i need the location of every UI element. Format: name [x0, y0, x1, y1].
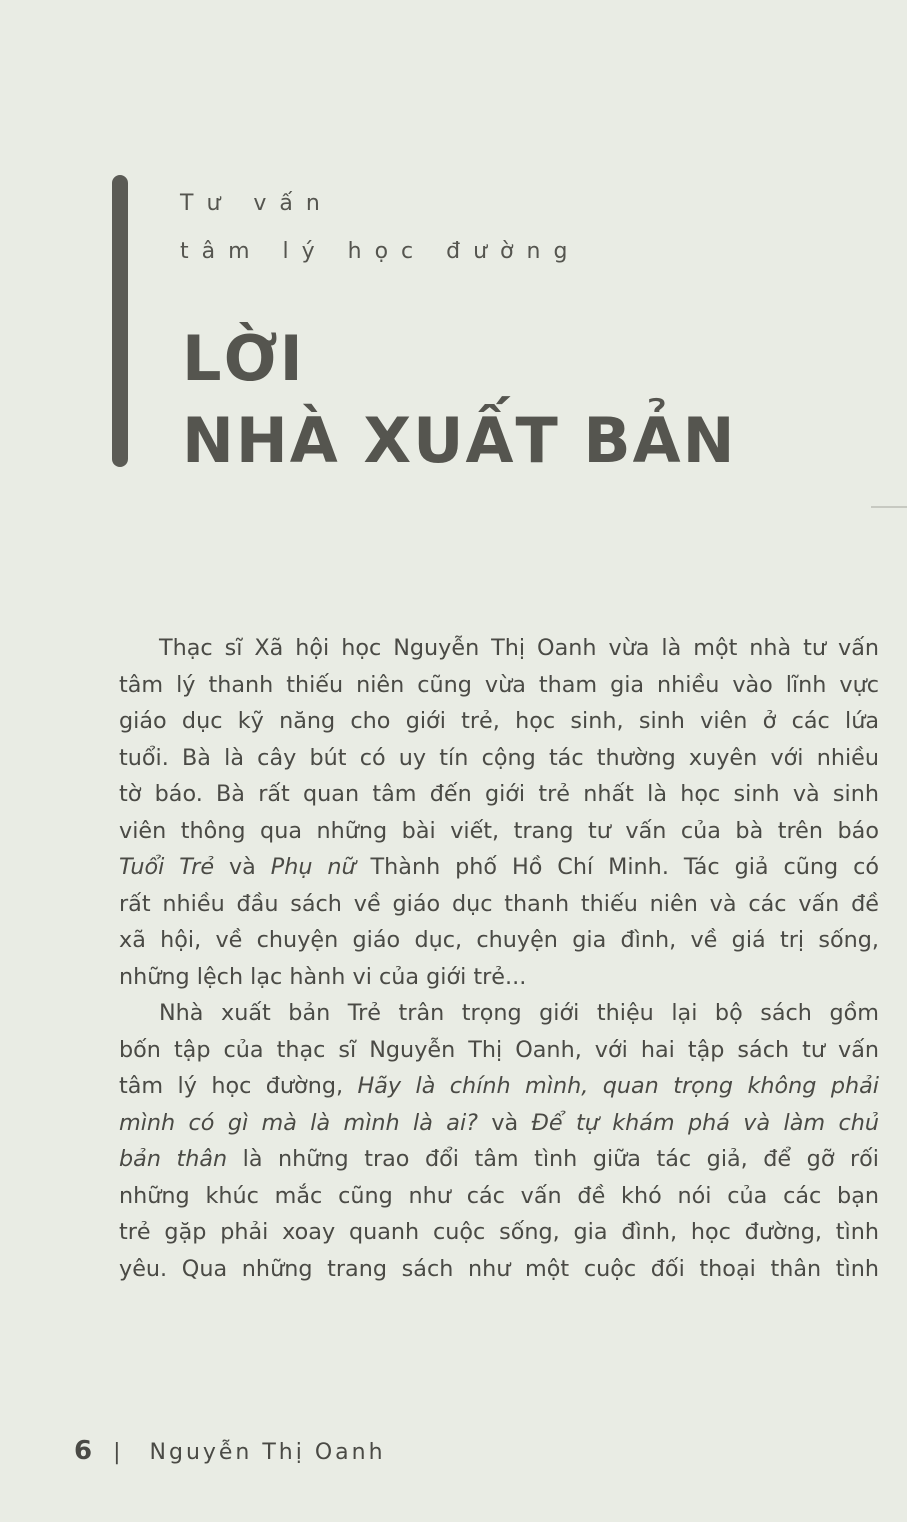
- body-text-segment: là những trao đổi tâm tình giữa tác giả, để gỡ rối: [227, 1146, 879, 1172]
- body-line: [119, 849, 879, 886]
- page-title: [182, 318, 736, 482]
- body-line: yêu. Qua những trang sách như một cuộc đối thoại thân tình: [119, 1255, 879, 1282]
- series-title: [180, 180, 580, 276]
- series-title-line-1: Tư vấn: [180, 191, 333, 216]
- body-line: tờ báo. Bà rất quan tâm đến giới trẻ nhất là học sinh và sinh: [119, 781, 879, 807]
- page-footer: [74, 1434, 386, 1470]
- italic-title-text: Hãy là chính mình, quan trọng không phải: [357, 1073, 879, 1099]
- italic-title-text: Để tự khám phá và làm chủ: [531, 1109, 880, 1136]
- decorative-vertical-bar: [112, 175, 128, 467]
- body-line: Thạc sĩ Xã hội học Nguyễn Thị Oanh vừa là một nhà tư vấn: [159, 635, 879, 661]
- italic-title-text: Tuổi Trẻ: [119, 854, 215, 880]
- italic-title-text: Phụ nữ: [270, 854, 356, 880]
- body-line: bốn tập của thạc sĩ Nguyễn Thị Oanh, với hai tập sách tư vấn: [119, 1036, 879, 1063]
- body-line: viên thông qua những bài viết, trang tư vấn của bà trên báo: [119, 817, 879, 844]
- italic-title-text: bản thân: [119, 1146, 228, 1172]
- page-number: 6: [74, 1436, 93, 1466]
- body-line: xã hội, về chuyện giáo dục, chuyện gia đình, về giá trị sống,: [119, 927, 879, 953]
- body-text-segment: tâm lý học đường,: [119, 1073, 358, 1099]
- body-line: giáo dục kỹ năng cho giới trẻ, học sinh, sinh viên ở các lứa: [119, 708, 879, 734]
- page-title-line-2: NHÀ XUẤT BẢN: [182, 404, 737, 477]
- page-edge-mark: [871, 506, 907, 508]
- body-text: [119, 630, 879, 1287]
- body-line: rất nhiều đầu sách về giáo dục thanh thiếu niên và các vấn đề: [119, 890, 879, 917]
- series-title-line-2: tâm lý học đường: [180, 239, 581, 264]
- body-line: những khúc mắc cũng như các vấn đề khó nói của các bạn: [119, 1182, 879, 1209]
- body-line: [119, 1068, 879, 1105]
- italic-title-text: mình có gì mà là mình là ai?: [119, 1109, 478, 1136]
- body-text-segment: và: [477, 1109, 532, 1136]
- body-line: tuổi. Bà là cây bút có uy tín cộng tác thường xuyên với nhiều: [119, 744, 879, 771]
- body-text-segment: và: [214, 854, 271, 880]
- footer-separator: |: [113, 1440, 121, 1465]
- footer-author: Nguyễn Thị Oanh: [149, 1440, 386, 1465]
- body-line: [119, 1141, 879, 1178]
- body-line: tâm lý thanh thiếu niên cũng vừa tham gia nhiều vào lĩnh vực: [119, 671, 879, 698]
- body-line: trẻ gặp phải xoay quanh cuộc sống, gia đình, học đường, tình: [119, 1219, 879, 1245]
- body-text-segment: Thành phố Hồ Chí Minh. Tác giả cũng có: [355, 854, 879, 880]
- body-line: những lệch lạc hành vi của giới trẻ...: [119, 963, 527, 990]
- page-title-line-1: LỜI: [182, 322, 305, 395]
- body-line: Nhà xuất bản Trẻ trân trọng giới thiệu lại bộ sách gồm: [159, 1000, 879, 1026]
- body-line: [119, 1105, 879, 1142]
